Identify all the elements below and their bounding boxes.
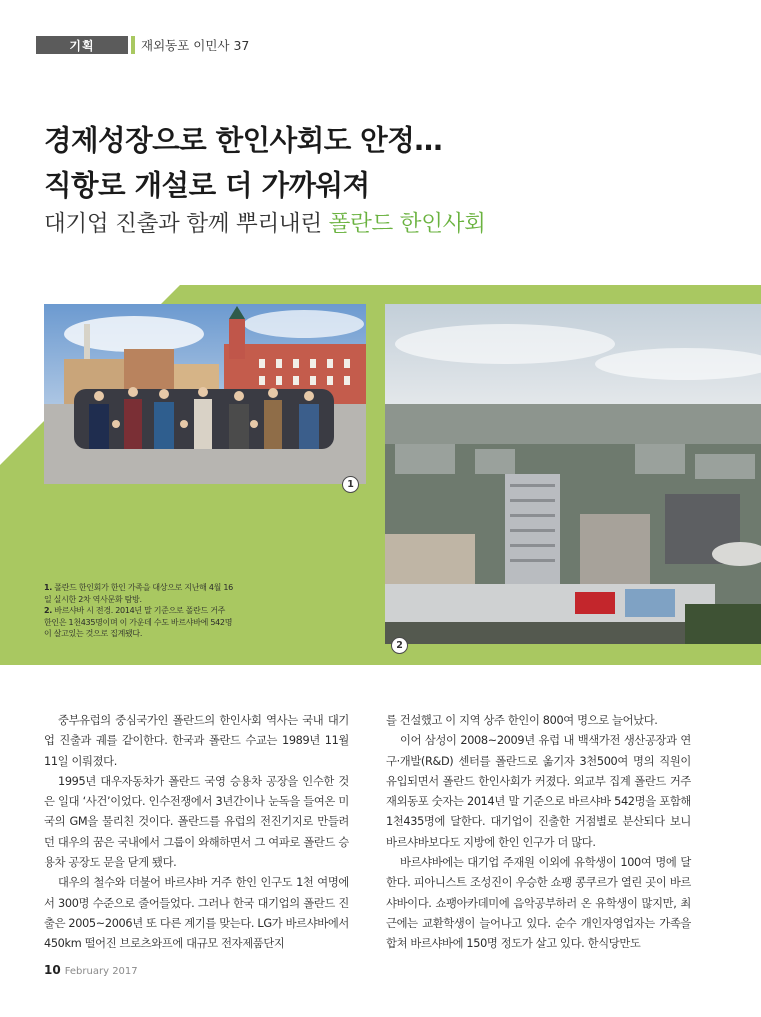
- title-line-1: 경제성장으로 한인사회도 안정…: [44, 124, 443, 157]
- photo-number-badge-1: 1: [342, 476, 359, 493]
- paragraph: 대우의 철수와 더불어 바르샤바 거주 한인 인구도 1천 여명에서 300명 수준으로 줄어들었다. 그러나 한국 대기업의 폴란드 진출은 2005~2006년 또 다른 계기를 맞는다. LG가 바르샤바에서 450km 떨어진 브로츠와프에 대규모 전자제품단지: [44, 876, 349, 951]
- article-title: [44, 118, 442, 208]
- title-line-2: 직항로 개설로 더 가까워져: [44, 169, 370, 202]
- city-aerial-photo: [385, 304, 761, 644]
- caption-item-2-text: 바르샤바 시 전경. 2014년 말 기준으로 폴란드 거주 한인은 1천435명이며 이 가운데 수도 바르샤바에 542명이 살고있는 것으로 집계됐다.: [44, 606, 233, 638]
- caption-item-1-text: 폴란드 한인회가 한인 가족을 대상으로 지난해 4월 16일 실시한 2차 역사문화 탐방.: [44, 583, 233, 604]
- paragraph: 이어 삼성이 2008~2009년 유럽 내 백색가전 생산공장과 연구·개발(R&D) 센터를 폴란드로 옮기자 3천500여 명의 직원이 유입되면서 폴란드 한인사회가 커졌다. 외교부 집계 폴란드 거주 재외동포 숫자는 2014년 말 기준으로 바르샤바 542명을 포함해 1천435명에 달한다. 대기업이 진출한 거점별로 분산되다 보니 바르샤바보다도 지방에 한인 인구가 더 많다.: [386, 734, 691, 849]
- paragraph-continued: 를 건설했고 이 지역 상주 한인이 800여 명으로 늘어났다.: [386, 714, 658, 727]
- section-tag: 기획: [36, 36, 128, 54]
- photo-caption: [44, 582, 234, 640]
- subtitle-highlight: 폴란드 한인사회: [328, 211, 486, 237]
- caption-item-2: [44, 605, 234, 640]
- page-number: 10: [44, 963, 61, 977]
- caption-item-1: [44, 582, 234, 605]
- section-header: [36, 36, 249, 54]
- photo-number-badge-2: 2: [391, 637, 408, 654]
- article-subtitle: [44, 206, 486, 238]
- body-column-2: [386, 711, 691, 955]
- paragraph: 바르샤바에는 대기업 주재원 이외에 유학생이 100여 명에 달한다. 피아니스트 조성진이 우승한 쇼팽 콩쿠르가 열린 곳이 바르샤바이다. 쇼팽아카데미에 음악공부하러 온 유학생이 많지만, 최근에는 교환학생이 늘어나고 있다. 순수 개인자영업자는 가족을 합쳐 바르샤바에 150명 정도가 살고 있다. 한식당만도: [386, 856, 691, 951]
- caption-item-1-number: 1.: [44, 583, 53, 592]
- page-footer: [44, 963, 138, 977]
- series-label: 재외동포 이민사 37: [141, 38, 250, 53]
- group-photo: [44, 304, 366, 484]
- caption-item-2-number: 2.: [44, 606, 53, 615]
- subtitle-main: 대기업 진출과 함께 뿌리내린: [44, 211, 329, 237]
- paragraph: 중부유럽의 중심국가인 폴란드의 한인사회 역사는 국내 대기업 진출과 궤를 같이한다. 한국과 폴란드 수교는 1989년 11월 11일 이뤄졌다.: [44, 714, 349, 768]
- header-accent-bar: [131, 36, 135, 54]
- body-column-1: [44, 711, 349, 955]
- issue-date: February 2017: [64, 966, 138, 977]
- paragraph: 1995년 대우자동차가 폴란드 국영 승용차 공장을 인수한 것은 일대 ‘사건’이었다. 인수전쟁에서 3년간이나 눈독을 들여온 미국의 GM을 물리친 것이다. 폴란드를 유럽의 전진기지로 만들려던 대우의 꿈은 국내에서 그룹이 와해하면서 그 여파로 폴란드 승용차 공장도 문을 닫게 됐다.: [44, 774, 349, 870]
